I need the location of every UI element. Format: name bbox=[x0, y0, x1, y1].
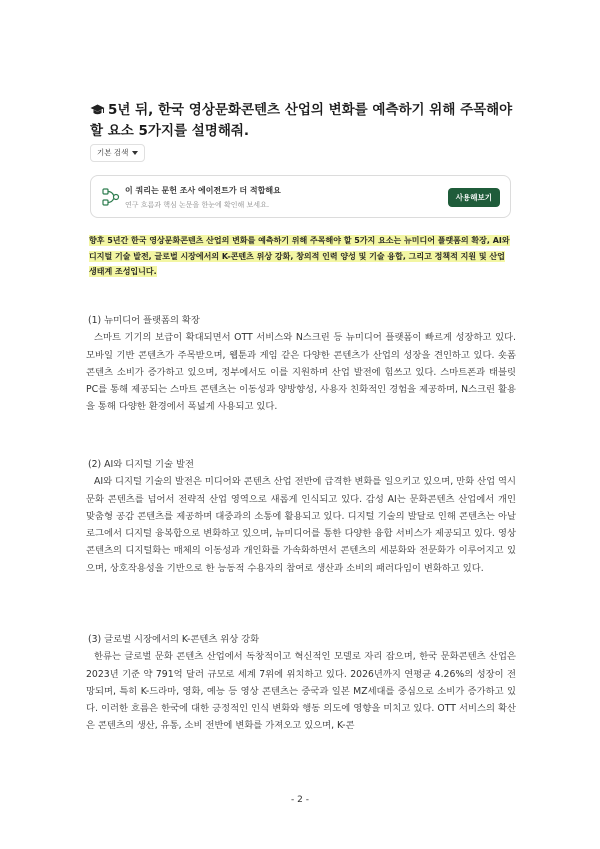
banner-title: 이 쿼리는 문헌 조사 에이전트가 더 적합해요 bbox=[125, 186, 281, 195]
banner-subtitle: 연구 흐름과 핵심 논문을 한눈에 확인해 보세요. bbox=[125, 201, 270, 209]
section-body: 스마트 기기의 보급이 확대되면서 OTT 서비스와 N스크린 등 뉴미디어 플랫폼이 빠르게 성장하고 있다. 모바일 기반 콘텐츠가 주목받으며, 웹툰과 게임 같은 다양한 콘텐츠가 산업의 성장을 견인하고 있다. 숏폼 콘텐츠 소비가 증가하고 있으며, 정부에서도 이를 지원하며 산업 발전에 힘쓰고 있다. 스마트폰과 태블릿 PC를 통해 제공되는 스마트 콘텐츠는 이동성과 양방향성, 사용자 친화적인 경험을 제공하며, N스크린 활용을 통해 다양한 환경에서 폭넓게 사용되고 있다. bbox=[86, 332, 516, 413]
summary-highlight: 향후 5년간 한국 영상문화콘텐츠 산업의 변화를 예측하기 위해 주목해야 할 5가지 요소는 뉴미디어 플랫폼의 확장, AI와 디지털 기술 발전, 글로벌 시장에서의 K-콘텐츠 위상 강화, 창의적 인력 양성 및 기술 융합, 그리고 정책적 지원 및 산업 생태계 조성입니다. bbox=[89, 236, 510, 276]
search-mode-select[interactable] bbox=[90, 144, 145, 162]
question-title bbox=[90, 101, 520, 141]
section-3 bbox=[86, 631, 516, 735]
section-heading: (1) 뉴미디어 플랫폼의 확장 bbox=[88, 315, 200, 326]
question-text: 5년 뒤, 한국 영상문화콘텐츠 산업의 변화를 예측하기 위해 주목해야 할 요소 5가지를 설명해줘. bbox=[90, 102, 513, 139]
chevron-down-icon bbox=[132, 151, 138, 155]
agent-suggestion-banner bbox=[90, 175, 511, 218]
answer-summary bbox=[89, 233, 514, 280]
section-1 bbox=[86, 312, 516, 416]
network-icon bbox=[102, 187, 120, 211]
page-number: - 2 - bbox=[291, 795, 309, 805]
section-heading: (2) AI와 디지털 기술 발전 bbox=[88, 459, 194, 470]
section-heading: (3) 글로벌 시장에서의 K-콘텐츠 위상 강화 bbox=[88, 634, 260, 645]
graduation-cap-icon bbox=[90, 103, 105, 122]
section-body: AI와 디지털 기술의 발전은 미디어와 콘텐츠 산업 전반에 급격한 변화를 일으키고 있으며, 만화 산업 역시 문화 콘텐츠를 넘어서 전략적 산업 영역으로 새롭게 인식되고 있다. 감성 AI는 문화콘텐츠 산업에서 개인 맞춤형 공감 콘텐츠를 제공하며 대중과의 소통에 활용되고 있다. 디지털 기술의 발달로 인해 콘텐츠는 아날로그에서 디지털 융복합으로 변화하고 있으며, 뉴미디어를 통한 다양한 융합 서비스가 제공되고 있다. 영상 콘텐츠의 디지털화는 매체의 이동성과 개인화를 가속화하면서 콘텐츠의 세분화와 전문화가 이루어지고 있으며, 상호작용성을 기반으로 한 능동적 수용자의 참여로 생산과 소비의 패러다임이 변화하고 있다. bbox=[86, 476, 516, 574]
search-mode-label: 기본 검색 bbox=[97, 148, 129, 157]
try-agent-button[interactable]: 사용해보기 bbox=[448, 188, 500, 207]
section-body: 한류는 글로벌 문화 콘텐츠 산업에서 독창적이고 혁신적인 모델로 자리 잡으며, 한국 문화콘텐츠 산업은 2023년 기준 약 791억 달러 규모로 세계 7위에 위치하고 있다. 2026년까지 연평균 4.26%의 성장이 전망되며, 특히 K-드라마, 영화, 예능 등 영상 콘텐츠는 중국과 일본 MZ세대를 중심으로 소비가 증가하고 있다. 이러한 흐름은 한국에 대한 긍정적인 인식 변화와 행동 의도에 영향을 미치고 있다. OTT 서비스의 확산은 콘텐츠의 생산, 유통, 소비 전반에 변화를 가져오고 있으며, K-콘 bbox=[86, 651, 516, 732]
section-2 bbox=[86, 456, 516, 577]
